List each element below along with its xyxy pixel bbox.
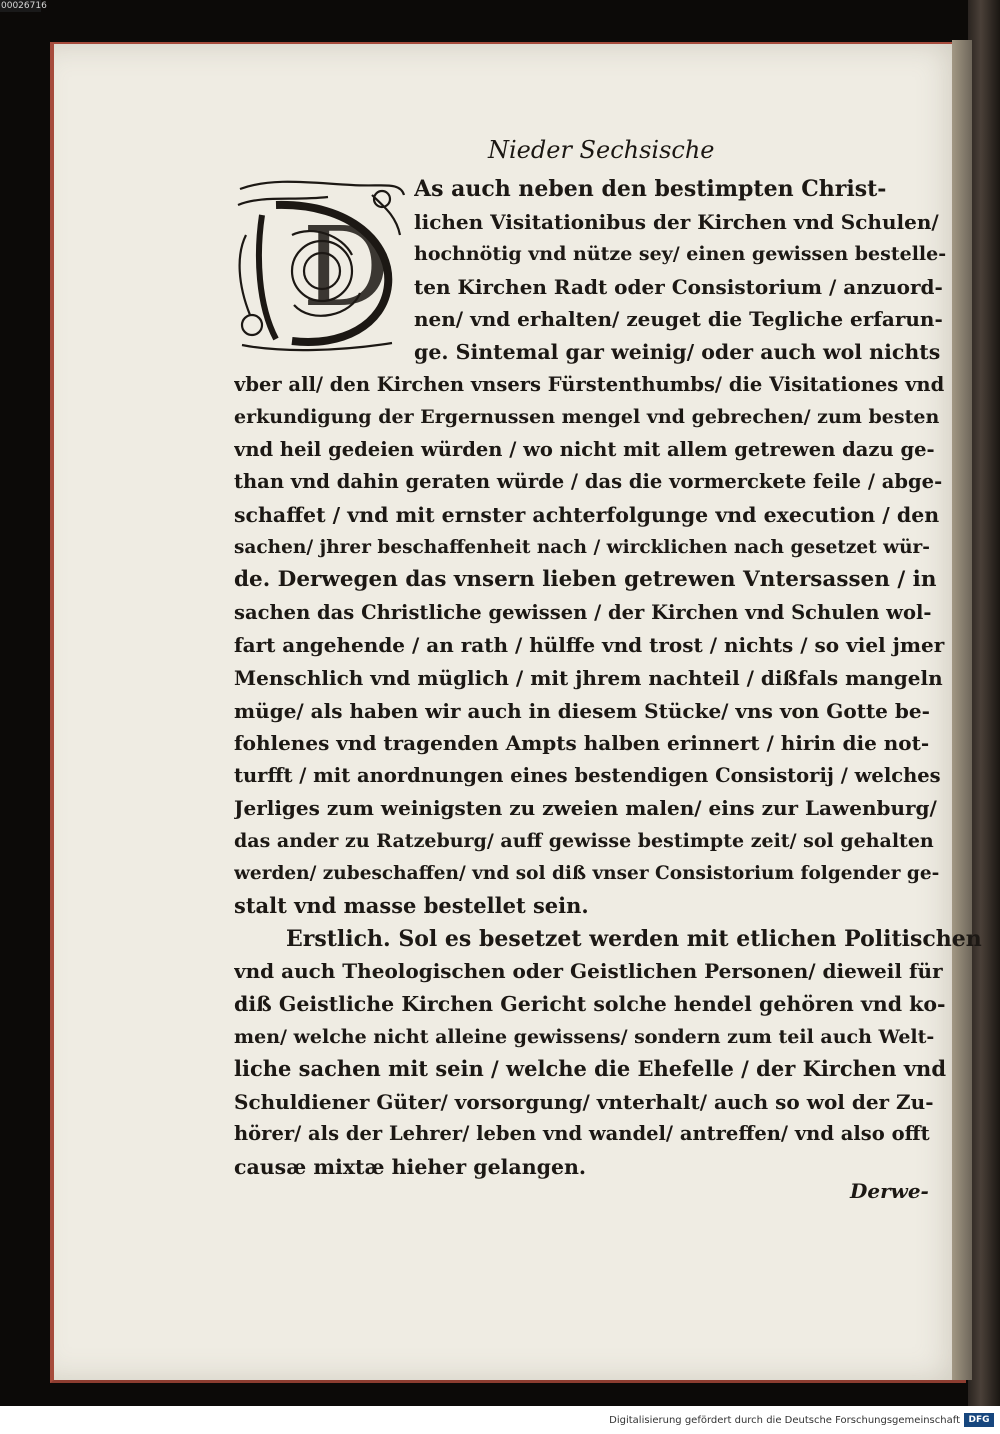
text-line: vber all/ den Kirchen vnsers Fürstenthumbs/ die Visitationes vnd bbox=[234, 373, 945, 396]
text-line: Erstlich. Sol es besetzet werden mit etlichen Politischen bbox=[286, 926, 982, 952]
scan-id-label: 00026716 bbox=[1, 1, 47, 11]
running-header: Nieder Sechsische bbox=[488, 136, 715, 164]
text-line: causæ mixtæ hieher gelangen. bbox=[234, 1155, 587, 1179]
text-line: turfft / mit anordnungen eines bestendigen Consistorij / welches bbox=[234, 764, 941, 787]
text-line: das ander zu Ratzeburg/ auff gewisse bestimpte zeit/ sol gehalten bbox=[234, 830, 934, 852]
text-line: fohlenes vnd tragenden Ampts halben erinnert / hirin die not- bbox=[234, 731, 930, 755]
text-line: liche sachen mit sein / welche die Ehefelle / der Kirchen vnd bbox=[234, 1056, 946, 1081]
text-line: schaffet / vnd mit ernster achterfolgunge vnd execution / den bbox=[234, 503, 940, 527]
text-line: hörer/ als der Lehrer/ leben vnd wandel/ antreffen/ vnd also offt bbox=[234, 1122, 930, 1145]
text-line: Schuldiener Güter/ vorsorgung/ vnterhalt/ auch so wol der Zu- bbox=[234, 1090, 934, 1114]
text-line: ten Kirchen Radt oder Consistorium / anzuord- bbox=[414, 275, 943, 299]
text-line: erkundigung der Ergernussen mengel vnd gebrechen/ zum besten bbox=[234, 406, 940, 428]
book-binding-edge bbox=[968, 0, 1000, 1434]
text-line: fart angehende / an rath / hülffe vnd trost / nichts / so viel jmer bbox=[234, 633, 945, 657]
text-line: werden/ zubeschaffen/ vnd sol diß vnser Consistorium folgender ge- bbox=[234, 863, 940, 884]
svg-text:D: D bbox=[302, 203, 391, 331]
catchword: Derwe- bbox=[850, 1179, 929, 1203]
funding-credit: Digitalisierung gefördert durch die Deutsche Forschungsgemeinschaft bbox=[609, 1415, 960, 1426]
text-line: sachen das Christliche gewissen / der Kirchen vnd Schulen wol- bbox=[234, 601, 932, 624]
text-line: Jerliges zum weinigsten zu zweien malen/ eins zur Lawenburg/ bbox=[234, 796, 937, 820]
text-line: than vnd dahin geraten würde / das die vormerckete feile / abge- bbox=[234, 470, 943, 493]
text-line: hochnötig vnd nütze sey/ einen gewissen bestelle- bbox=[414, 243, 946, 265]
text-line: vnd auch Theologischen oder Geistlichen Personen/ dieweil für bbox=[234, 959, 943, 983]
text-line: Menschlich vnd müglich / mit jhrem nachteil / dißfals mangeln bbox=[234, 666, 943, 690]
decorated-initial-letter bbox=[232, 175, 410, 357]
text-line: stalt vnd masse bestellet sein. bbox=[234, 893, 589, 918]
text-line: müge/ als haben wir auch in diesem Stücke/ vns von Gotte be- bbox=[234, 699, 930, 723]
dfg-logo: DFG bbox=[964, 1413, 994, 1427]
text-line: vnd heil gedeien würden / wo nicht mit allem getrewen dazu ge- bbox=[234, 438, 935, 461]
text-line: ge. Sintemal gar weinig/ oder auch wol nichts bbox=[414, 340, 941, 364]
text-line: men/ welche nicht alleine gewissens/ sondern zum teil auch Welt- bbox=[234, 1026, 935, 1048]
text-line: nen/ vnd erhalten/ zeuget die Tegliche erfarun- bbox=[414, 307, 943, 331]
footer-bar bbox=[0, 1406, 1000, 1434]
text-line: sachen/ jhrer beschaffenheit nach / wircklichen nach gesetzet wür- bbox=[234, 537, 930, 558]
text-line: diß Geistliche Kirchen Gericht solche hendel gehören vnd ko- bbox=[234, 992, 946, 1016]
text-line: As auch neben den bestimpten Christ- bbox=[414, 176, 887, 202]
page-edge-shadow bbox=[952, 40, 972, 1380]
text-line: lichen Visitationibus der Kirchen vnd Schulen/ bbox=[414, 210, 939, 234]
text-line: de. Derwegen das vnsern lieben getrewen Vntersassen / in bbox=[234, 567, 937, 592]
